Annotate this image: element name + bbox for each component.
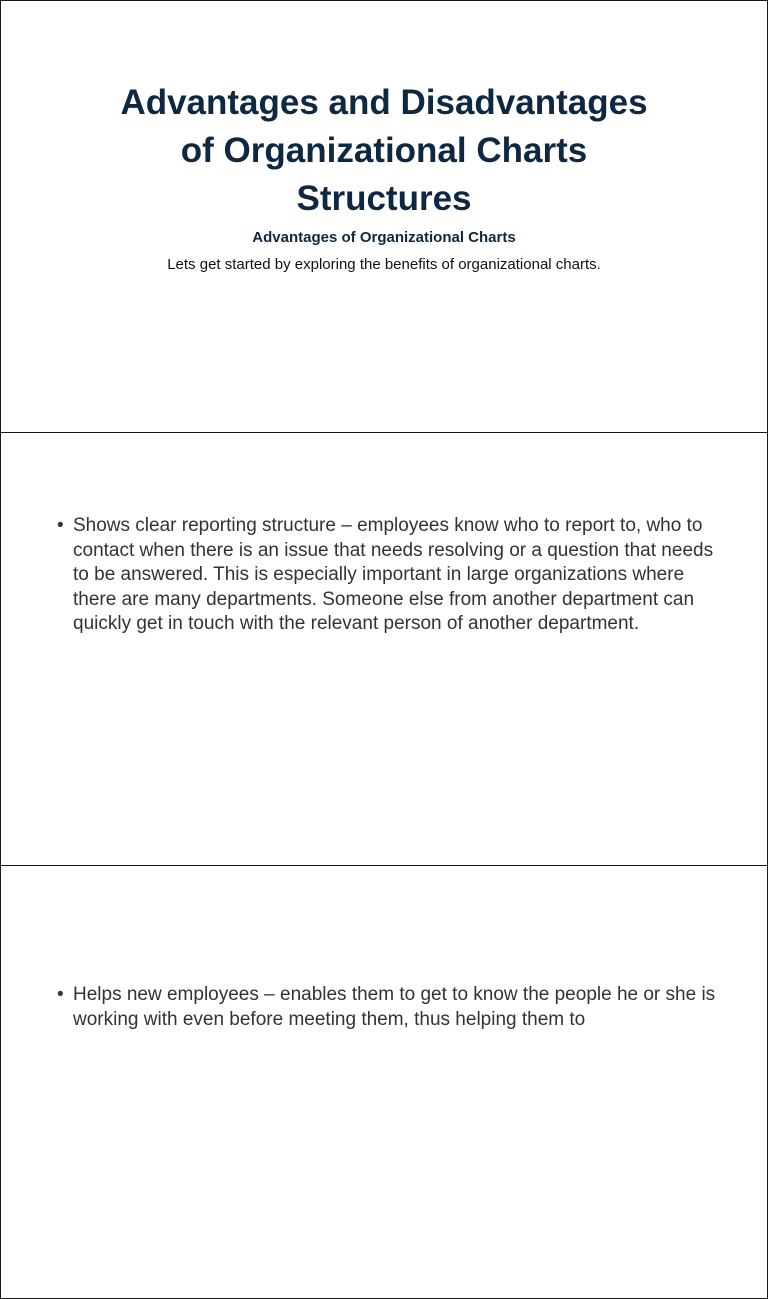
slide-1	[0, 0, 768, 434]
bullet-item	[57, 514, 717, 637]
bullet-text: Shows clear reporting structure – employees know who to report to, who to contact when there is an issue that needs resolving or a question that needs to be answered. This is especially important in large organizations where there are many departments. Someone else from another department can quickly get in touch with the relevant person of another department.	[73, 515, 714, 634]
bullet-text: Helps new employees – enables them to get to know the people he or she is working with even before meeting them, thus helping them to	[73, 984, 716, 1030]
bullet-marker: •	[57, 984, 64, 1005]
title-line-3: Structures	[296, 179, 472, 218]
slide-3	[0, 865, 768, 1299]
title-line-2: of Organizational Charts	[180, 131, 588, 170]
slide-2	[0, 432, 768, 866]
subtitle-text: Lets get started by exploring the benefits of organizational charts.	[167, 256, 601, 273]
bullet-item	[57, 983, 717, 1032]
slide-title	[1, 79, 767, 223]
bullet-marker: •	[57, 515, 64, 536]
subtitle-heading: Advantages of Organizational Charts	[252, 229, 516, 246]
title-line-1: Advantages and Disadvantages	[120, 83, 648, 122]
